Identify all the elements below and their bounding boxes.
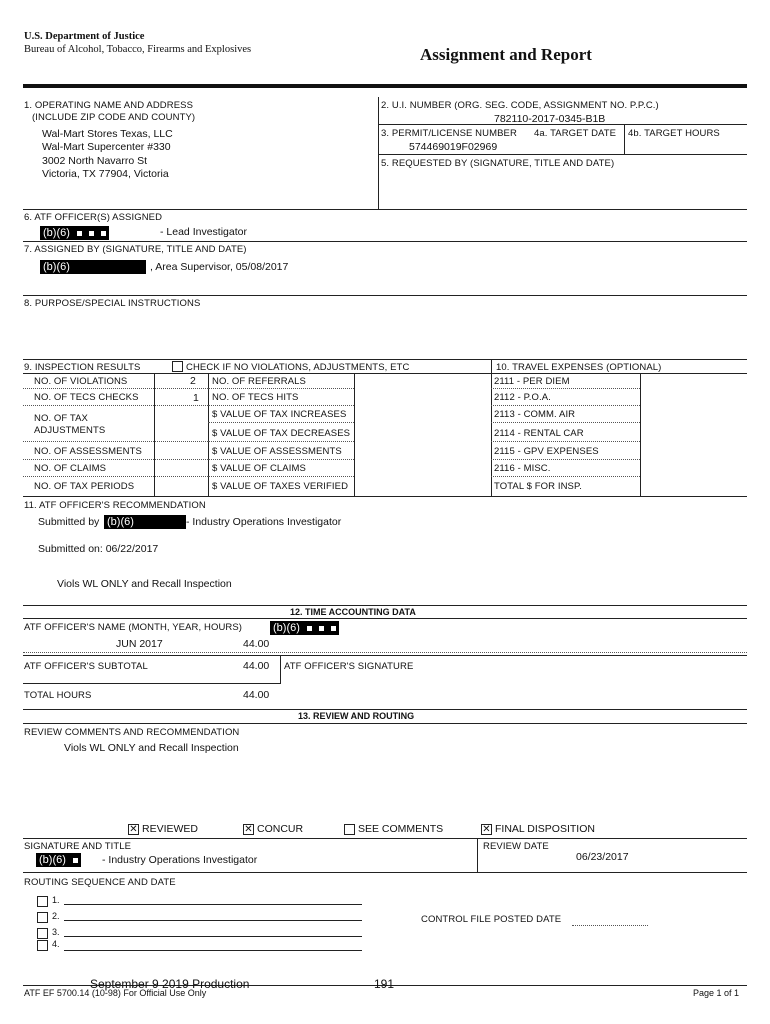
section-divider: [378, 97, 379, 209]
box6-label: 6. ATF OFFICER(S) ASSIGNED: [24, 212, 163, 223]
redaction-block: [36, 853, 81, 867]
subtotal-label: ATF OFFICER'S SUBTOTAL: [24, 661, 148, 672]
page-indicator: Page 1 of 1: [693, 988, 740, 998]
redaction-block: [40, 226, 109, 240]
reviewer-title: - Industry Operations Investigator: [102, 854, 258, 866]
taxes-verified-label: $ VALUE OF TAXES VERIFIED: [212, 481, 349, 492]
travel-row: 2111 - PER DIEM: [494, 376, 570, 387]
concur-checkbox[interactable]: ✕: [244, 824, 253, 835]
box1-label: 1. OPERATING NAME AND ADDRESS: [24, 100, 194, 111]
target-hours-label: 4b. TARGET HOURS: [628, 128, 720, 139]
no-violations-checkbox[interactable]: [172, 361, 183, 372]
value-assessments-label: $ VALUE OF ASSESSMENTS: [212, 446, 342, 457]
tax-periods-label: NO. OF TAX PERIODS: [34, 481, 135, 492]
box2-label: 2. U.I. NUMBER (ORG. SEG. CODE, ASSIGNMENT NO. P.P.C.): [381, 100, 659, 111]
concur-label: CONCUR: [257, 823, 304, 835]
box5-label: 5. REQUESTED BY (SIGNATURE, TITLE AND DATE): [381, 158, 615, 169]
total-hours-value: 44.00: [243, 689, 270, 701]
box9-label: 9. INSPECTION RESULTS: [24, 362, 141, 373]
tecs-checks-label: NO. OF TECS CHECKS: [34, 392, 139, 403]
officer-recommendation: Viols WL ONLY and Recall Inspection: [57, 578, 232, 590]
routing-item: 2.: [52, 911, 60, 921]
review-date: 06/23/2017: [576, 851, 629, 863]
bates-number: 191: [374, 977, 395, 991]
referrals-label: NO. OF REFERRALS: [212, 376, 306, 387]
box8-label: 8. PURPOSE/SPECIAL INSTRUCTIONS: [24, 298, 201, 309]
see-comments-checkbox[interactable]: [344, 824, 355, 835]
address-line: Victoria, TX 77904, Victoria: [42, 168, 169, 180]
redaction-code: (b)(6): [273, 622, 300, 634]
operating-name-line: Wal-Mart Supercenter #330: [42, 141, 171, 153]
see-comments-label: SEE COMMENTS: [358, 823, 444, 835]
routing-checkbox-4[interactable]: [37, 940, 48, 951]
final-disposition-label: FINAL DISPOSITION: [495, 823, 595, 835]
form-title: Assignment and Report: [420, 45, 592, 64]
redaction-block: [40, 260, 146, 274]
tecs-hits-label: NO. OF TECS HITS: [212, 392, 299, 403]
redaction-code: (b)(6): [43, 227, 70, 239]
production-stamp: September 9 2019 Production: [90, 977, 250, 991]
officer-signature-label: ATF OFFICER'S SIGNATURE: [284, 661, 414, 672]
address-line: 3002 North Navarro St: [42, 155, 148, 167]
box13-title: 13. REVIEW AND ROUTING: [298, 711, 415, 721]
travel-row: 2116 - MISC.: [494, 463, 551, 474]
routing-item: 4.: [52, 939, 60, 949]
final-disposition-checkbox[interactable]: ✕: [482, 824, 491, 835]
reviewed-label: REVIEWED: [142, 823, 199, 835]
routing-item: 3.: [52, 927, 60, 937]
department-name: U.S. Department of Justice: [24, 31, 145, 42]
travel-total-row: TOTAL $ FOR INSP.: [494, 481, 582, 492]
tax-decreases-label: $ VALUE OF TAX DECREASES: [212, 428, 351, 439]
redaction-code: (b)(6): [107, 516, 134, 528]
redaction-code: (b)(6): [39, 854, 66, 866]
bureau-name: Bureau of Alcohol, Tobacco, Firearms and Explosives: [24, 44, 252, 55]
no-violations-label: CHECK IF NO VIOLATIONS, ADJUSTMENTS, ETC: [186, 362, 410, 373]
box7-label: 7. ASSIGNED BY (SIGNATURE, TITLE AND DATE): [24, 244, 247, 255]
box1-sublabel: (INCLUDE ZIP CODE AND COUNTY): [32, 112, 196, 123]
routing-line-4[interactable]: [64, 950, 362, 951]
review-comments-label: REVIEW COMMENTS AND RECOMMENDATION: [24, 727, 240, 738]
review-comments: Viols WL ONLY and Recall Inspection: [64, 742, 239, 754]
form-number: ATF EF 5700.14 (10-98) For Official Use Only: [24, 988, 207, 998]
violations-count: 2: [190, 375, 196, 387]
control-file-label: CONTROL FILE POSTED DATE: [421, 914, 562, 925]
redaction-block: [270, 621, 339, 635]
travel-row: 2113 - COMM. AIR: [494, 409, 576, 420]
tax-increases-label: $ VALUE OF TAX INCREASES: [212, 409, 347, 420]
assessments-label: NO. OF ASSESSMENTS: [34, 446, 142, 457]
travel-row: 2112 - P.O.A.: [494, 392, 551, 403]
box3-label: 3. PERMIT/LICENSE NUMBER: [381, 128, 517, 139]
tax-adjustments-label: NO. OF TAX ADJUSTMENTS: [34, 413, 106, 436]
reviewed-checkbox[interactable]: ✕: [129, 824, 138, 835]
travel-row: 2115 - GPV EXPENSES: [494, 446, 599, 457]
redaction-code: (b)(6): [43, 261, 70, 273]
routing-checkbox-3[interactable]: [37, 928, 48, 939]
tecs-checks-count: 1: [193, 392, 199, 404]
target-date-label: 4a. TARGET DATE: [534, 128, 617, 139]
officer-name-label: ATF OFFICER'S NAME (MONTH, YEAR, HOURS): [24, 622, 243, 633]
routing-label: ROUTING SEQUENCE AND DATE: [24, 877, 176, 888]
box12-title: 12. TIME ACCOUNTING DATA: [290, 607, 416, 617]
routing-item: 1.: [52, 895, 60, 905]
header-rule: [23, 84, 747, 88]
subtotal-value: 44.00: [243, 660, 270, 672]
review-date-label: REVIEW DATE: [483, 841, 549, 852]
officer-role: - Lead Investigator: [160, 226, 247, 238]
submitted-on: Submitted on: 06/22/2017: [38, 543, 159, 555]
redaction-block: [104, 515, 186, 529]
box10-label: 10. TRAVEL EXPENSES (OPTIONAL): [496, 362, 662, 373]
value-claims-label: $ VALUE OF CLAIMS: [212, 463, 306, 474]
claims-label: NO. OF CLAIMS: [34, 463, 107, 474]
signature-title-label: SIGNATURE AND TITLE: [24, 841, 132, 852]
time-month-hours: 44.00: [243, 638, 270, 650]
submitted-by-title: - Industry Operations Investigator: [186, 516, 342, 528]
routing-line-3[interactable]: [64, 936, 362, 937]
ui-number: 782110-2017-0345-B1B: [494, 113, 606, 125]
operating-name-line: Wal-Mart Stores Texas, LLC: [42, 128, 173, 140]
time-month: JUN 2017: [116, 638, 163, 650]
permit-number: 574469019F02969: [409, 141, 498, 153]
travel-row: 2114 - RENTAL CAR: [494, 428, 584, 439]
routing-checkbox-2[interactable]: [37, 912, 48, 923]
violations-label: NO. OF VIOLATIONS: [34, 376, 128, 387]
routing-line-1[interactable]: [64, 904, 362, 905]
routing-checkbox-1[interactable]: [37, 896, 48, 907]
assigned-by-title: , Area Supervisor, 05/08/2017: [150, 261, 289, 273]
control-file-date-field[interactable]: [572, 925, 648, 926]
routing-line-2[interactable]: [64, 920, 362, 921]
box11-label: 11. ATF OFFICER'S RECOMMENDATION: [24, 500, 206, 511]
total-hours-label: TOTAL HOURS: [24, 690, 92, 701]
submitted-by-label: Submitted by: [38, 516, 100, 528]
